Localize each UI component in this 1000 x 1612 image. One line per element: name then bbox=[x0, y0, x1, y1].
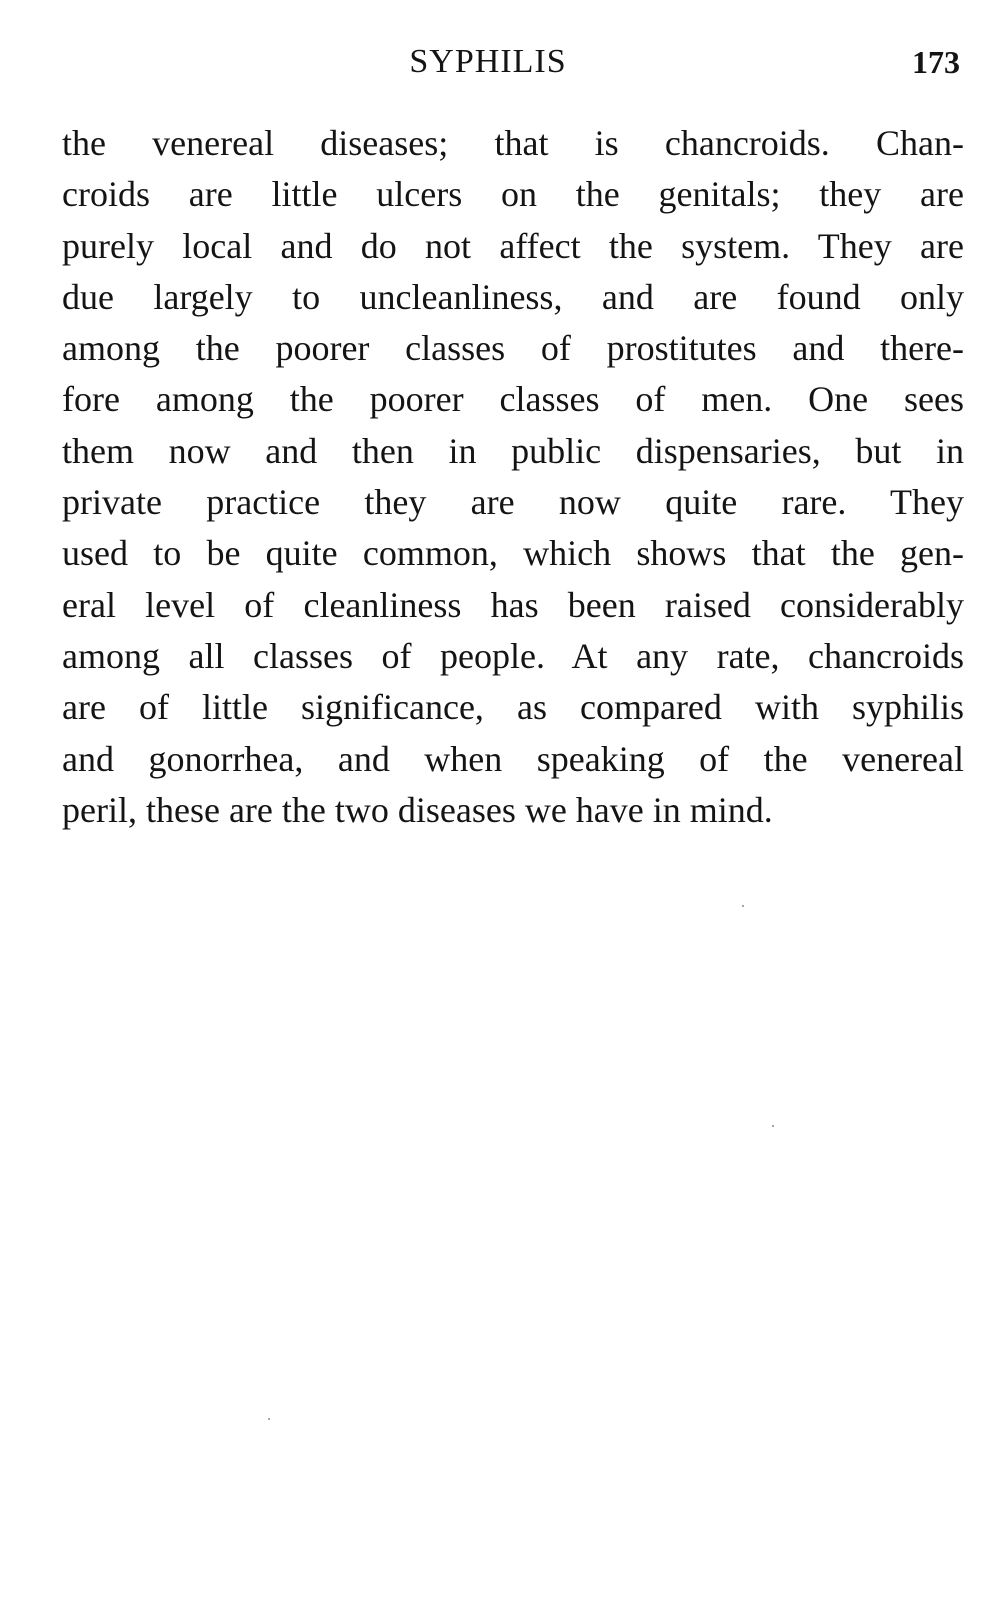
body-paragraph bbox=[62, 118, 964, 836]
text-line: eral level of cleanliness has been raised considerably bbox=[62, 584, 964, 625]
text-line: due largely to uncleanliness, and are found only bbox=[62, 276, 964, 317]
text-line: the venereal diseases; that is chancroids. Chan- bbox=[62, 123, 964, 163]
paper-speck bbox=[268, 1418, 270, 1420]
text-line: among all classes of people. At any rate, chancroids bbox=[62, 635, 964, 676]
text-line: purely local and do not affect the system. They are bbox=[62, 225, 964, 266]
page-number: 173 bbox=[912, 44, 960, 80]
running-title: SYPHILIS bbox=[409, 43, 567, 80]
text-line: private practice they are now quite rare. They bbox=[62, 482, 964, 523]
text-line: used to be quite common, which shows that the gen- bbox=[62, 533, 964, 574]
paper-speck bbox=[772, 1125, 774, 1127]
text-line: them now and then in public dispensaries, but in bbox=[62, 430, 964, 471]
text-line: among the poorer classes of prostitutes and there- bbox=[62, 328, 964, 369]
text-line: fore among the poorer classes of men. One sees bbox=[62, 379, 964, 420]
paper-speck bbox=[742, 905, 744, 907]
text-line: peril, these are the two diseases we have in mind. bbox=[62, 789, 773, 830]
text-line: are of little significance, as compared with syphilis bbox=[62, 687, 964, 728]
text-line: croids are little ulcers on the genitals; they are bbox=[62, 174, 964, 215]
text-line: and gonorrhea, and when speaking of the venereal bbox=[62, 738, 964, 779]
